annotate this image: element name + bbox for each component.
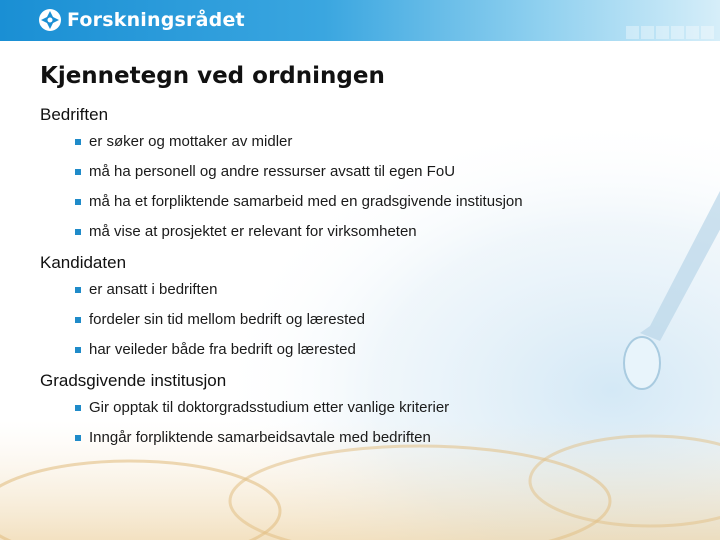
list-item: er ansatt i bedriften [75,280,700,300]
section-kandidaten [40,252,700,360]
slide-content [40,58,700,458]
list-item: Inngår forpliktende samarbeidsavtale med bedriften [75,428,700,448]
list-item: må ha personell og andre ressurser avsatt til egen FoU [75,162,700,182]
section-heading: Bedriften [40,105,109,124]
square-bullet-icon [75,287,81,293]
header-bar [0,0,720,41]
list-item: må ha et forpliktende samarbeid med en gradsgivende institusjon [75,192,700,212]
square-bullet-icon [75,347,81,353]
logo-text: Forskningsrådet [67,9,245,31]
list-item: fordeler sin tid mellom bedrift og lærested [75,310,700,330]
square-bullet-icon [75,435,81,441]
section-gradsgivende [40,370,700,448]
square-bullet-icon [75,169,81,175]
list-item: Gir opptak til doktorgradsstudium etter vanlige kriterier [75,398,700,418]
page-title: Kjennetegn ved ordningen [40,63,385,89]
section-heading: Kandidaten [40,253,127,272]
decorative-tiles [626,26,714,39]
square-bullet-icon [75,229,81,235]
list-item: er søker og mottaker av midler [75,132,700,152]
square-bullet-icon [75,317,81,323]
forskningsradet-logo-icon [38,8,62,32]
square-bullet-icon [75,139,81,145]
square-bullet-icon [75,199,81,205]
list-item: har veileder både fra bedrift og lærested [75,340,700,360]
section-bedriften [40,104,700,242]
logo [38,8,245,32]
section-heading: Gradsgivende institusjon [40,371,227,390]
list-item: må vise at prosjektet er relevant for virksomheten [75,222,700,242]
square-bullet-icon [75,405,81,411]
